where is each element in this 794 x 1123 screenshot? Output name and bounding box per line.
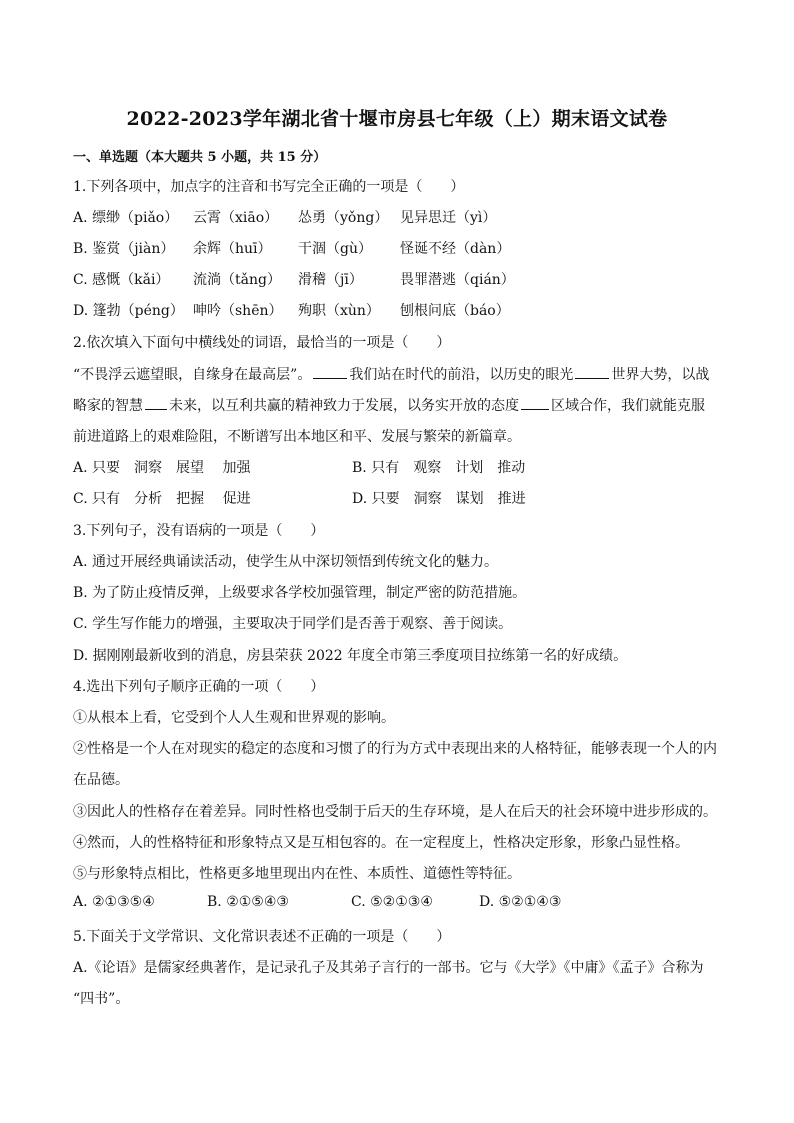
q4-sentence-1: ①从根本上看，它受到个人人生观和世界观的影响。: [73, 710, 395, 726]
q2-option-c: C. 只有 分析 把握 促进: [73, 491, 251, 507]
question-4-stem: 4.选出下列句子顺序正确的一项（ ）: [73, 679, 325, 695]
question-5-stem: 5.下面关于文学常识、文化常识表述不正确的一项是（ ）: [73, 929, 451, 945]
q3-option-c: C. 学生写作能力的增强，主要取决于同学们是否善于观察、善于阅读。: [73, 616, 513, 632]
q2-passage-text: 未来，以互利共赢的精神致力于发展，以务实开放的态度: [169, 398, 519, 414]
q1-option-b-1: B. 鉴赏（jiàn）: [73, 241, 175, 257]
q1-option-b-4: 怪诞不经（dàn）: [400, 241, 511, 257]
q3-option-b: B. 为了防止疫情反弹，上级要求各学校加强管理，制定严密的防范措施。: [73, 585, 527, 601]
q2-passage-text: 区域合作，我们就能克服: [551, 398, 705, 414]
q2-passage-text: 略家的智慧: [73, 398, 143, 414]
q2-option-a: A. 只要 洞察 展望 加强: [73, 460, 251, 476]
fill-blank: [575, 364, 609, 379]
q4-option-a: A. ②①③⑤④: [73, 894, 155, 910]
q1-option-a-3: 怂勇（yǒng）: [298, 210, 389, 226]
q4-sentence-4: ④然而，人的性格特征和形象特点又是互相包容的。在一定程度上，性格决定形象，形象凸显性格。: [73, 835, 689, 851]
q2-option-d: D. 只要 洞察 谋划 推进: [352, 491, 526, 507]
fill-blank: [145, 395, 167, 410]
q4-option-c: C. ⑤②①③④: [351, 894, 433, 910]
q1-option-c-4: 畏罪潜逃（qián）: [400, 272, 515, 288]
question-1-stem: 1.下列各项中，加点字的注音和书写完全正确的一项是（ ）: [73, 179, 465, 195]
q2-passage-text: 我们站在时代的前沿，以历史的眼光: [349, 367, 574, 383]
q4-sentence-2-cont: 在品德。: [73, 772, 129, 788]
q5-option-a-cont: “四书”。: [73, 991, 130, 1007]
q2-passage-line-2: [73, 395, 705, 415]
q2-passage-line-1: [73, 364, 709, 384]
q5-option-a: A.《论语》是儒家经典著作，是记录孔子及其弟子言行的一部书。它与《大学》《中庸》《孟子》合称为: [73, 960, 704, 976]
q2-passage-quote: “不畏浮云遮望眼，自缘身在最高层”。: [73, 367, 312, 383]
q1-option-b-2: 余辉（huī）: [193, 241, 272, 257]
q4-option-b: B. ②①⑤④③: [207, 894, 289, 910]
q1-option-a-4: 见异思迁（yì）: [400, 210, 497, 226]
section-heading: 一、单选题（本大题共 5 小题，共 15 分）: [73, 150, 327, 165]
q3-option-a: A. 通过开展经典诵读活动，使学生从中深切领悟到传统文化的魅力。: [73, 554, 499, 570]
q1-option-c-2: 流淌（tǎng）: [193, 272, 281, 288]
q4-sentence-3: ③因此人的性格存在着差异。同时性格也受制于后天的生存环境，是人在后天的社会环境中进步形成的。: [73, 804, 717, 820]
q1-option-d-1: D. 篷勃（péng）: [73, 303, 184, 319]
q1-option-a-2: 云霄（xiāo）: [193, 210, 279, 226]
q2-passage-text: 世界大势，以战: [611, 367, 710, 383]
q1-option-c-3: 滑稽（jī）: [298, 272, 363, 288]
q4-option-d: D. ⑤②①④③: [479, 894, 562, 910]
q1-option-b-3: 干涸（gù）: [298, 241, 372, 257]
q4-sentence-2: ②性格是一个人在对现实的稳定的态度和习惯了的行为方式中表现出来的人格特征，能够表现一个人的内: [73, 741, 717, 757]
q1-option-a-1: A. 缥缈（piǎo）: [73, 210, 179, 226]
q3-option-d: D. 据刚刚最新收到的消息，房县荣获 2022 年度全市第三季度项目拉练第一名的好成绩。: [73, 648, 628, 664]
q4-sentence-5: ⑤与形象特点相比，性格更多地里现出内在性、本质性、道德性等特征。: [73, 866, 521, 882]
q1-option-c-1: C. 感慨（kǎi）: [73, 272, 170, 288]
q2-passage-line-3: 前进道路上的艰难险阻，不断谱写出本地区和平、发展与繁荣的新篇章。: [73, 429, 521, 445]
question-3-stem: 3.下列句子，没有语病的一项是（ ）: [73, 523, 325, 539]
q1-option-d-3: 殉职（xùn）: [298, 303, 380, 319]
question-2-stem: 2.依次填入下面句中横线处的词语，最恰当的一项是（ ）: [73, 335, 451, 351]
fill-blank: [521, 395, 549, 410]
q2-option-b: B. 只有 观察 计划 推动: [352, 460, 526, 476]
fill-blank: [313, 364, 347, 379]
q1-option-d-2: 呻吟（shēn）: [193, 303, 283, 319]
q1-option-d-4: 刨根问底（báo）: [400, 303, 510, 319]
exam-title: 2022-2023学年湖北省十堰市房县七年级（上）期末语文试卷: [126, 108, 668, 130]
